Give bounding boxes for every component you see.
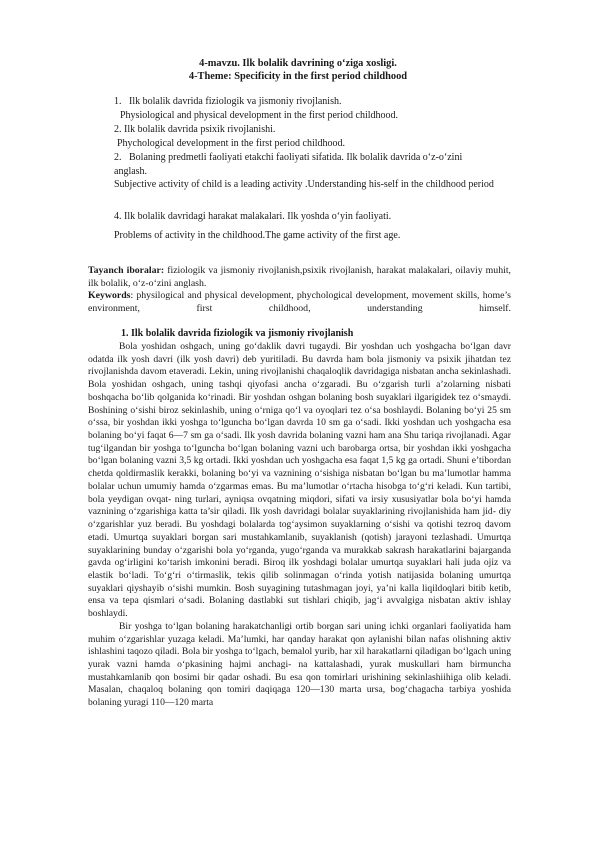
plan-item-text: Ilk bolalik davrida fiziologik va jismoniy rivojlanish.: [129, 96, 342, 107]
lecture-title-uz: 4-mavzu. Ilk bolalik davrining o‘ziga xosligi.: [199, 58, 397, 69]
plan-item-3: [114, 151, 492, 178]
plan-item-2: 2. Ilk bolalik davrida psixik rivojlanishi.: [114, 124, 276, 135]
plan-item-1-translation: Physiological and physical development in the first period childhood.: [120, 110, 399, 121]
plan-item-number: 1.: [114, 96, 122, 107]
plan-item-number: 2.: [114, 152, 122, 163]
plan-item-1: [114, 95, 341, 108]
section-heading: 1. Ilk bolalik davrida fiziologik va jismoniy rivojlanish: [121, 328, 354, 339]
keywords-en-label: Keywords: [88, 290, 131, 302]
keywords-en-text: : physilogical and physical development, phychological development, movement skills, home’s environment, first childhood, understanding himself.: [88, 290, 511, 314]
plan-item-2-translation: Phychological development in the first period childhood.: [117, 138, 346, 149]
keywords-uz-text: fiziologik va jismoniy rivojlanish,psixik rivojlanish, harakat malakalari, oilaviy muhit, ilk bolalik, o‘z-o‘zini anglash.: [88, 265, 511, 289]
plan-item-4-translation: Problems of activity in the childhood.The game activity of the first age.: [114, 230, 401, 241]
body-paragraph-2: Bir yoshga to‘lgan bolaning harakatchanligi ortib borgan sari uning ichki organlari faoliyatida ham muhim o‘zgarishlar yuzaga keladi. Ma’lumki, har qanday harakat qon aylanishi bilan nafas olishning aktiv ishlashini taqozo qiladi. Bola bir yoshga to‘lgach, bemalol yurib, har xil harakatlarni qiladigan bo‘lgach uning yurak vazni hamda o‘pkasining hajmi anchagi- na kattalashadi, yurak muskullari ham birmuncha mustahkamlanib qon bosimi bir qadar oshadi. Bu esa qon tomirlari urishining sekinlashiihiga olib keladi. Masalan, chaqaloq bolaning qon tomiri daqiqaga 120—130 marta ursa, bog‘chagacha tarbiya yoshida bolaning yuragi 110—120 marta: [88, 620, 511, 709]
keywords-block: [88, 265, 511, 315]
body-paragraph-1: Bola yoshidan oshgach, uning go‘daklik davri tugaydi. Bir yoshdan uch yoshgacha bo‘lgan davr odatda ilk yosh davri (ilk yosh davri) deb yuritiladi. Bu davrda ham bola jismoniy va psixik jihatdan tez rivojlanishda davom etaveradi. Lekin, uning rivojlanishi chaqaloqlik davridagiga nisbatan ancha sekinlashadi. Bola yoshidan oshgach, uning tashqi qiyofasi ancha o‘zgaradi. Bu o‘zgarish turli a’zolarning nisbati boshqacha bo‘lib qolganida ko‘rinadi. Bir yoshdan oshgan bolaning bosh suyaklari ilgarigidek tez o‘smaydi. Boshining o‘sishi biroz sekinlashib, uning o‘rniga qo‘l va oyoqlari tez o‘sa boshlaydi. Bolaning bo‘yi 25 sm o‘ssa, bir yoshdan ikki yoshga to‘lguncha bo‘lgan davrda 10 sm ga o‘sadi. Ikki yoshdan uch yoshgacha esa bolaning bo‘yi faqat 6—7 sm ga o‘sadi. Ilk yosh davrida bolaning vazni ham ana Shu tariqa rivojlanadi. Agar tug‘ilgandan bir yoshga to‘lguncha bo‘lgan bolaning vazni uch barobarga ortsa, bir yoshdan ikki yoshgacha bo‘lgan bolaning vazni 3,5 kg ortadi. Ikki yoshdan uch yoshgacha esa faqat 1,5 kg ga ortadi. Shuni e’tibordan chetda qoldirmaslik kerakki, bolaning bo‘yi va vaznining o‘sishiga nisbatan bo‘lgan bu ma’lumotlar hamma bolalar uchun umumiy hamda o‘zgarmas emas. Bu ma’lumotlar o‘rtacha hisobga to‘g‘ri keladi. Kun tartibi, bola yeydigan ovqat- ning turlari, ayniqsa ovqatning miqdori, sifati va irsiy xususiyatlar bola bo‘yi hamda vaznining o‘zgarishiga katta ta’sir qiladi. Ilk yosh davridagi bolalar suyaklarining rivojlanishida ham jid- diy o‘zgarishlar yuz beradi. Bu yoshdagi bolalarda tog‘aysimon suyaklarning o‘sishi va qotishi tezroq davom etadi. Umurtqa suyaklari borgan sari mustahkamlanib, suyaklanish (qotish) jarayoni tezlashadi. Umurtqa suyaklarining bunday o‘zgarishi bola yo‘rganda, yugo‘rganda va murakkab sakrash harakatlarini bajarganda gavda og‘irligini ko‘tarish imkonini beradi. Biroq ilk yoshdagi bolalar umurtqa suyaklari hali juda ojiz va elastik bo‘ladi. To‘g‘ri o‘tirmaslik, tekis qilib solinmagan o‘rinda yotish natijasida bolaning umurtqa suyaklari qiyshayib o‘sishi mumkin. Bosh suyagining tutashmagan joyi, ya’ni kalla liqildoqlari bitib ketib, ensa va tepa qismlari o‘sadi. Bolaning dastlabki sut tishlari chiqib, jag‘i avvalgiga nisbatan aktiv ishlay boshlaydi.: [88, 341, 511, 620]
keywords-en: [88, 290, 511, 315]
plan-item-text: Bolaning predmetli faoliyati etakchi faoliyati sifatida. Ilk bolalik davrida o‘z-o‘zini anglash.: [114, 152, 463, 177]
plan-item-4: 4. Ilk bolalik davridagi harakat malakalari. Ilk yoshda o‘yin faoliyati.: [114, 211, 392, 222]
keywords-uz-label: Tayanch iboralar:: [88, 265, 165, 276]
keywords-uz: [88, 265, 511, 290]
plan-item-3-translation: Subjective activity of child is a leading activity .Understanding his-self in the childhood period: [114, 179, 494, 190]
section-body: [88, 341, 511, 710]
lecture-title-en: 4-Theme: Specificity in the first period childhood: [188, 71, 408, 82]
